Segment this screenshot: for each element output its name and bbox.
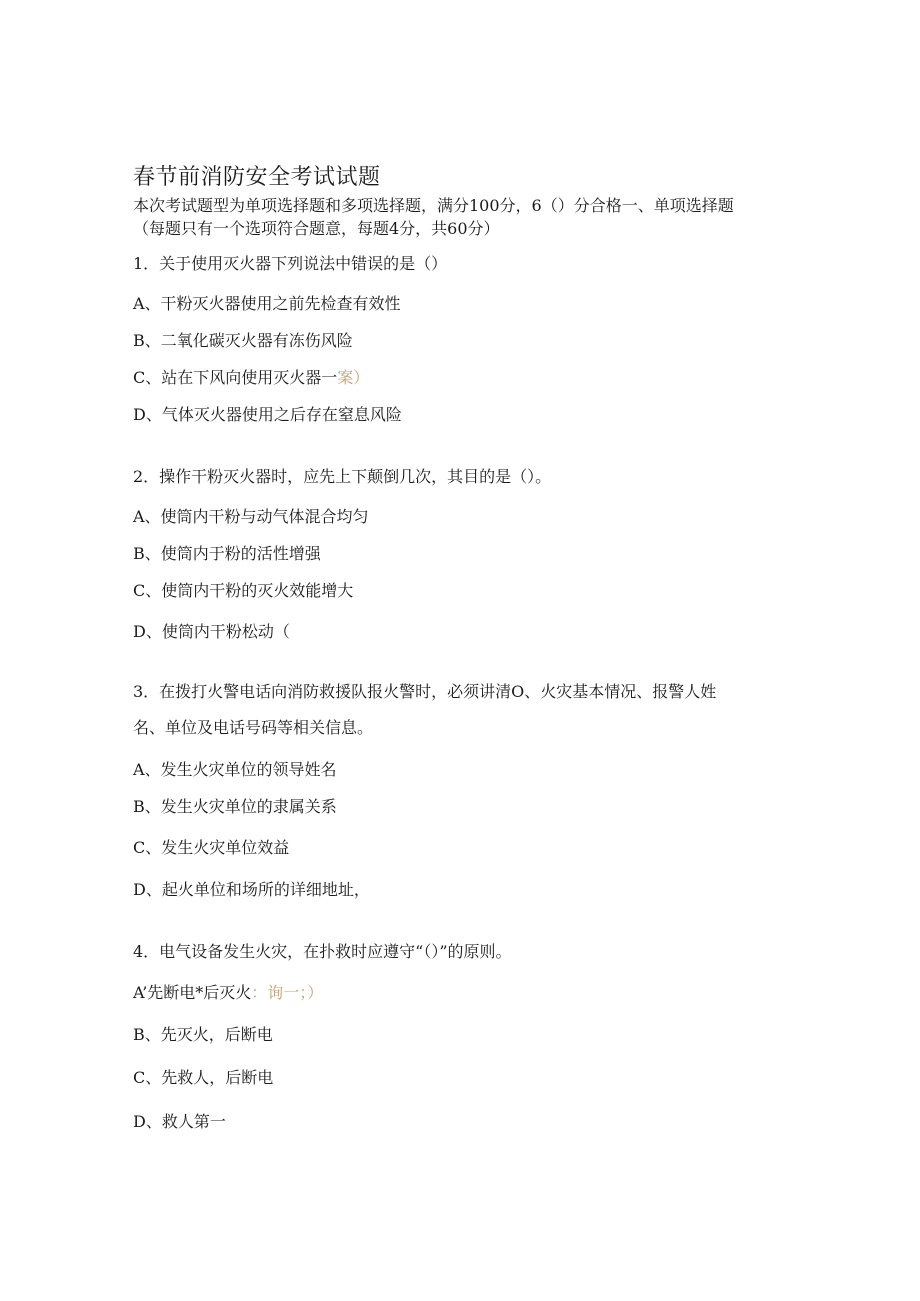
doc-title: 春节前消防安全考试试题 (133, 165, 381, 190)
question-stem-line-2: 名、单位及电话号码等相关信息。 (133, 718, 374, 737)
option-a: A、使筒内干粉与动气体混合均匀 (133, 507, 369, 526)
option-b: B、二氧化碳灭火器有冻伤风险 (133, 331, 353, 350)
option-c: C、使筒内干粉的灭火效能增大 (133, 581, 354, 600)
option-c (133, 368, 369, 388)
option-c: C、发生火灾单位效益 (133, 838, 290, 857)
option-text: A’先断电*后灭火 (133, 983, 252, 1002)
option-b: B、先灭火，后断电 (133, 1025, 273, 1044)
option-a (133, 983, 323, 1003)
option-c: C、先救人，后断电 (133, 1068, 274, 1087)
option-b: B、使筒内于粉的活性增强 (133, 544, 321, 563)
option-a: A、发生火灾单位的领导姓名 (133, 760, 337, 779)
option-d: D、救人第一 (133, 1112, 226, 1131)
question-stem: 4．电气设备发生火灾，在扑救时应遵守“（）”的原则。 (133, 942, 512, 961)
intro-line-1: 本次考试题型为单项选择题和多项选择题，满分100分，6（）分合格一、单项选择题 (133, 196, 734, 215)
option-d: D、起火单位和场所的详细地址， (133, 880, 370, 899)
option-annotation: ：询一；） (251, 983, 324, 1002)
question-stem-line-1: 3．在拨打火警电话向消防救援队报火警时，必须讲清O、火灾基本情况、报警人姓 (133, 682, 717, 701)
option-d: D、使筒内干粉松动（ (133, 622, 290, 641)
option-annotation: 案） (337, 368, 370, 387)
option-a: A、干粉灭火器使用之前先检查有效性 (133, 294, 401, 313)
question-stem: 2．操作干粉灭火器时，应先上下颠倒几次，其目的是（）。 (133, 467, 552, 486)
option-text: C、站在下风向使用灭火器一 (133, 368, 338, 387)
question-stem: 1．关于使用灭火器下列说法中错误的是（） (133, 254, 448, 273)
option-d: D、气体灭火器使用之后存在窒息风险 (133, 405, 402, 424)
option-b: B、发生火灾单位的隶属关系 (133, 797, 337, 816)
intro-line-2: （每题只有一个选项符合题意，每题4分，共60分） (133, 219, 500, 238)
